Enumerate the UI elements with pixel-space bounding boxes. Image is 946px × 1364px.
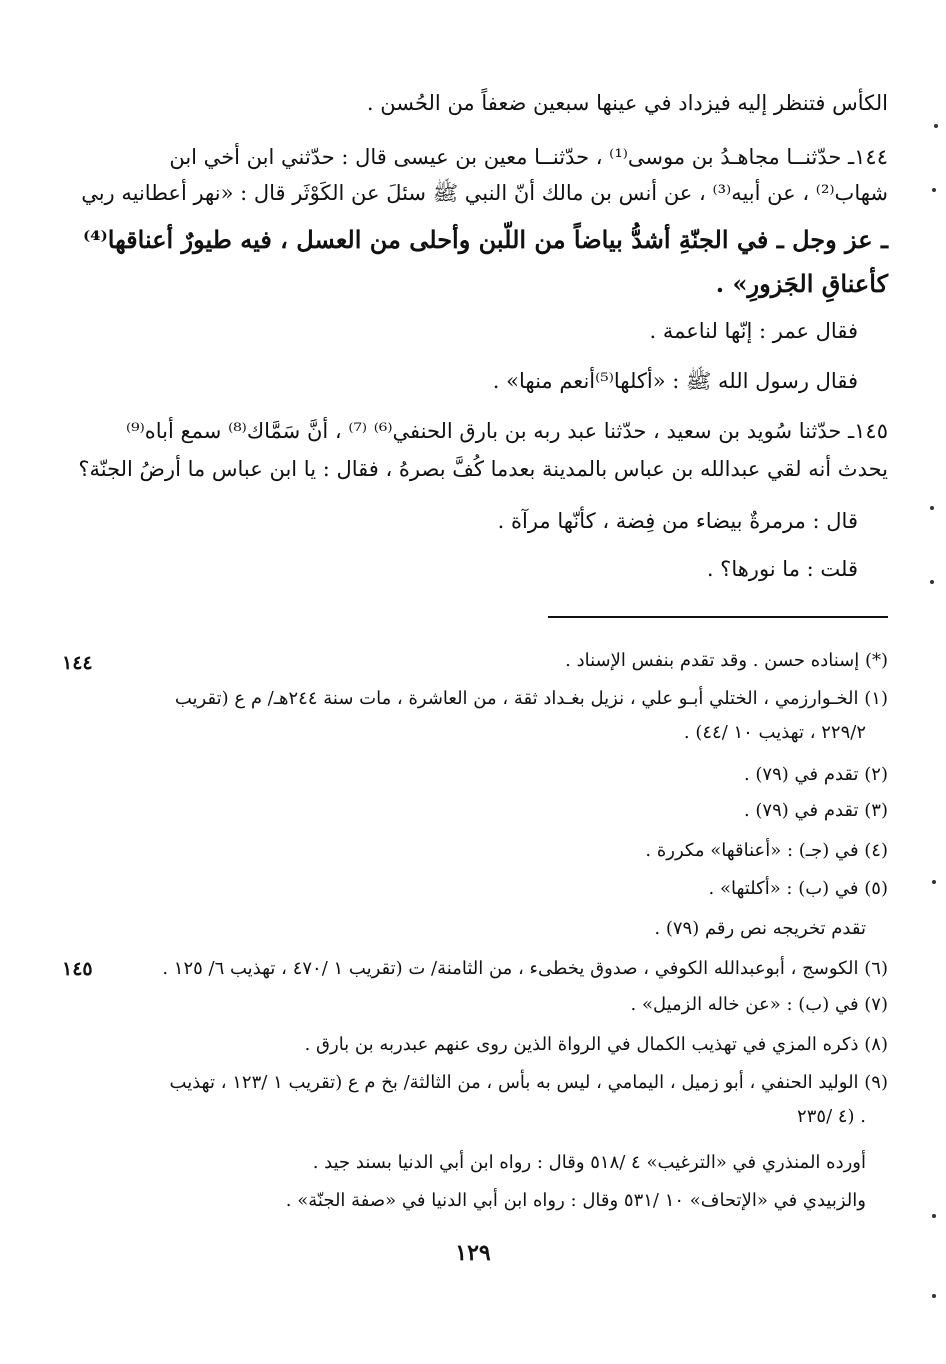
scan-speck	[932, 1294, 936, 1298]
footnote-9-note-1: أورده المنذري في «الترغيب» ٤ /٥١٨ وقال : رواه ابن أبي الدنيا بسند جيد .	[312, 1152, 866, 1173]
scan-speck	[932, 880, 936, 884]
footnote-separator	[548, 616, 888, 618]
scan-speck	[930, 580, 934, 584]
margin-number-144: ١٤٤	[62, 652, 93, 674]
footnote-star: (*) إسناده حسن . وقد تقدم بنفس الإسناد .	[565, 650, 888, 671]
scan-speck	[932, 1214, 936, 1218]
scan-speck	[930, 506, 934, 510]
main-line-6: فقال عمر : إنّها لناعمة .	[649, 319, 858, 343]
main-line-10: قال : مرمرةٌ بيضاء من فِضة ، كأنّها مرآة .	[497, 509, 858, 533]
footnote-9-note-2: والزبيدي في «الإتحاف» ١٠ /٥٣١ وقال : رواه ابن أبي الدنيا في «صفة الجنّة» .	[285, 1190, 866, 1211]
scan-speck	[932, 188, 936, 192]
footnote-9: (٩) الوليد الحنفي ، أبو زميل ، اليمامي ، ليس به بأس ، من الثالثة/ بخ م ع (تقريب ١ /١٢٣ ، تهذيب	[169, 1072, 888, 1093]
footnote-3: (٣) تقدم في (٧٩) .	[743, 800, 888, 821]
main-line-4: ـ عز وجل ـ في الجنّةِ أشدُّ بياضاً من اللّبن وأحلى من العسل ، فيه طيورٌ أعناقها⁽⁴⁾	[82, 225, 888, 254]
footnote-6: (٦) الكوسج ، أبوعبدالله الكوفي ، صدوق يخطىء ، من الثامنة/ ت (تقريب ١ /٤٧٠ ، تهذيب ٦/ ١٢٥ .	[162, 958, 888, 979]
footnote-9-cont: ٤ /٢٣٥) .	[797, 1106, 866, 1127]
main-line-3: شهاب⁽²⁾ ، عن أبيه⁽³⁾ ، عن أنس بن مالك أنّ النبي ﷺ سئلَ عن الكَوْثَر قال : «نهر أعطانيه ربي	[81, 181, 888, 205]
footnote-1: (١) الخـوارزمي ، الختلي أبـو علي ، نزيل بغـداد ثقة ، من العاشرة ، مات سنة ٢٤٤هـ/ م ع (تقريب	[174, 688, 888, 709]
footnote-8: (٨) ذكره المزي في تهذيب الكمال في الرواة الذين روى عنهم عبدربه بن بارق .	[304, 1034, 888, 1055]
main-line-2: ١٤٤ـ حدّثنــا مجاهـدُ بن موسى⁽¹⁾ ، حدّثنــا معين بن عيسى قال : حدّثني ابن أخي ابن	[169, 145, 888, 169]
main-line-5: كأعناقِ الجَزورِ» .	[715, 269, 888, 298]
footnote-1-cont: ٢٢٩/٢ ، تهذيب ١٠ /٤٤) .	[683, 722, 866, 743]
footnote-5-note: تقدم تخريجه نص رقم (٧٩) .	[654, 918, 866, 939]
footnote-7: (٧) في (ب) : «عن خاله الزميل» .	[630, 994, 888, 1015]
main-line-7: فقال رسول الله ﷺ : «أكلها⁽⁵⁾أنعم منها» .	[492, 369, 858, 393]
main-line-9: يحدث أنه لقي عبدالله بن عباس بالمدينة بعدما كُفَّ بصرهُ ، فقال : يا ابن عباس ما أرضُ الجنّة؟	[78, 457, 888, 481]
page-number: ١٢٩	[455, 1240, 491, 1266]
footnote-2: (٢) تقدم في (٧٩) .	[743, 764, 888, 785]
margin-number-145: ١٤٥	[62, 958, 93, 980]
main-line-8: ١٤٥ـ حدّثنا سُويد بن سعيد ، حدّثنا عبد ربه بن بارق الحنفي⁽⁶⁾ ⁽⁷⁾ ، أنَّ سَمَّاك⁽⁸⁾ سمع أباه⁽⁹⁾	[125, 419, 888, 443]
footnote-5: (٥) في (ب) : «أكلتها» .	[708, 878, 888, 899]
footnote-4: (٤) في (جـ) : «أعناقها» مكررة .	[645, 840, 888, 861]
main-line-1: الكأس فتنظر إليه فيزداد في عينها سبعين ضعفاً من الحُسن .	[366, 91, 888, 115]
scan-speck	[934, 124, 938, 128]
main-line-11: قلت : ما نورها؟ .	[706, 557, 858, 581]
